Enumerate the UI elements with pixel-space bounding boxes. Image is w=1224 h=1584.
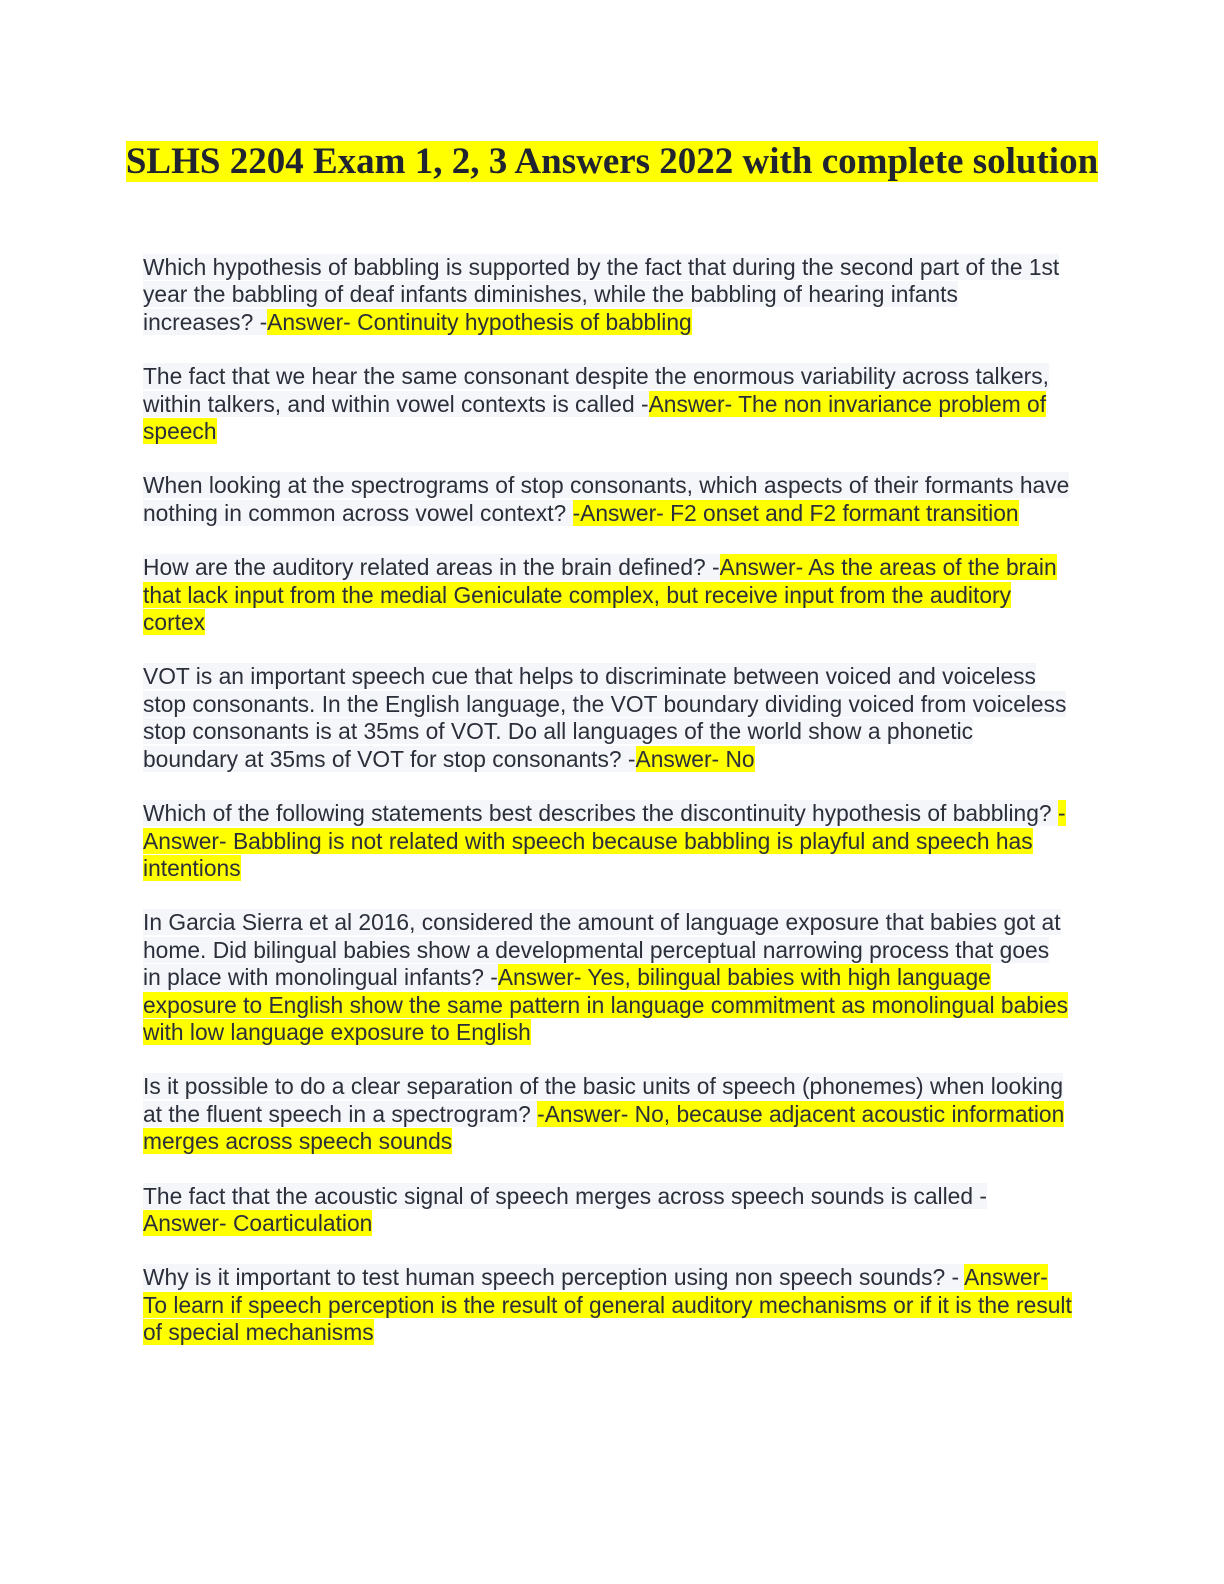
question-text: The fact that we hear the same consonant despite the enormous variability across talkers, within talkers, and within vowel contexts is called - bbox=[143, 363, 1050, 417]
question-text: How are the auditory related areas in the brain defined? - bbox=[143, 554, 720, 581]
answer-text: Answer- As the areas of the brain that lack input from the medial Geniculate complex, but receive input from the auditory cortex bbox=[143, 554, 1057, 636]
answer-text: Answer- Continuity hypothesis of babbling bbox=[267, 308, 692, 335]
question-text: Which of the following statements best describes the discontinuity hypothesis of babbling? bbox=[143, 800, 1058, 827]
question-text: Is it possible to do a clear separation of the basic units of speech (phonemes) when looking at the fluent speech in a spectrogram? bbox=[143, 1073, 1064, 1127]
answer-text: -Answer- Babbling is not related with speech because babbling is playful and speech has intentions bbox=[143, 800, 1066, 881]
answer-text: Answer- Coarticulation bbox=[143, 1209, 373, 1236]
answer-text: Answer- No bbox=[635, 745, 755, 772]
qa-item bbox=[143, 1264, 1073, 1346]
answer-text: Answer- Yes, bilingual babies with high language exposure to English show the same pattern in language commitment as monolingual babies with low language exposure to English bbox=[143, 964, 1069, 1045]
answer-text: Answer- The non invariance problem of speech bbox=[143, 390, 1047, 445]
answer-text: -Answer- F2 onset and F2 formant transition bbox=[572, 499, 1019, 526]
question-text: When looking at the spectrograms of stop consonants, which aspects of their formants have nothing in common across vowel context? bbox=[143, 472, 1070, 526]
question-text: In Garcia Sierra et al 2016, considered the amount of language exposure that babies got at home. Did bilingual babies show a developmental perceptual narrowing process that goes in place with monolingual infants? - bbox=[143, 909, 1061, 991]
qa-item bbox=[143, 909, 1073, 1046]
qa-list bbox=[143, 254, 1073, 1374]
answer-text: Answer- To learn if speech perception is the result of general auditory mechanisms or if it is the result of special mechanisms bbox=[143, 1264, 1072, 1346]
qa-item bbox=[143, 663, 1073, 773]
question-text: The fact that the acoustic signal of speech merges across speech sounds is called - bbox=[143, 1182, 987, 1209]
question-text: Which hypothesis of babbling is supported by the fact that during the second part of the 1st year the babbling of deaf infants diminishes, while the babbling of hearing infants increases? - bbox=[143, 254, 1060, 335]
qa-item bbox=[143, 1073, 1073, 1155]
qa-item bbox=[143, 554, 1073, 636]
question-text: VOT is an important speech cue that helps to discriminate between voiced and voiceless stop consonants. In the English language, the VOT boundary dividing voiced from voiceless stop consonants is at 35ms of VOT. Do all languages of the world show a phonetic boundary at 35ms of VOT for stop consonants? - bbox=[143, 663, 1067, 772]
question-text: Why is it important to test human speech perception using non speech sounds? - bbox=[143, 1264, 965, 1291]
qa-item bbox=[143, 363, 1073, 445]
document-title bbox=[0, 140, 1224, 183]
qa-item bbox=[143, 800, 1073, 882]
document-title-text: SLHS 2204 Exam 1, 2, 3 Answers 2022 with complete solution bbox=[125, 141, 1099, 182]
answer-text: -Answer- No, because adjacent acoustic information merges across speech sounds bbox=[143, 1100, 1065, 1155]
qa-item bbox=[143, 472, 1073, 527]
qa-item bbox=[143, 1183, 1073, 1238]
qa-item bbox=[143, 254, 1073, 336]
